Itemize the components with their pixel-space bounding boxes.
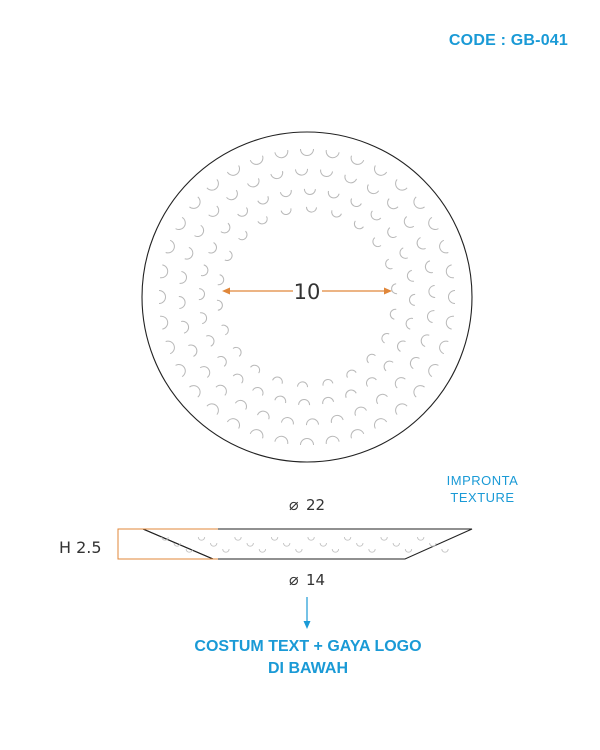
side-dimple: [442, 549, 448, 552]
texture-note-line1: IMPRONTA: [446, 473, 519, 488]
diameter-symbol-base: ⌀: [289, 570, 299, 589]
texture-note-line2: TEXTURE: [450, 490, 515, 505]
plate-side-view: [143, 529, 472, 559]
base-diameter-label: 14: [306, 571, 326, 589]
top-diameter-label: 22: [306, 496, 326, 514]
inner-diameter-label: 10: [293, 280, 321, 304]
caption-line2: DI BAWAH: [268, 660, 348, 677]
caption-pointer-arrow: [304, 597, 311, 629]
height-label: H 2.5: [59, 538, 102, 557]
diameter-symbol-top: ⌀: [289, 495, 299, 514]
texture-note: [440, 472, 525, 506]
product-code: CODE : GB-041: [448, 32, 568, 49]
caption-line1: COSTUM TEXT + GAYA LOGO: [194, 638, 422, 655]
caption: [160, 636, 456, 680]
